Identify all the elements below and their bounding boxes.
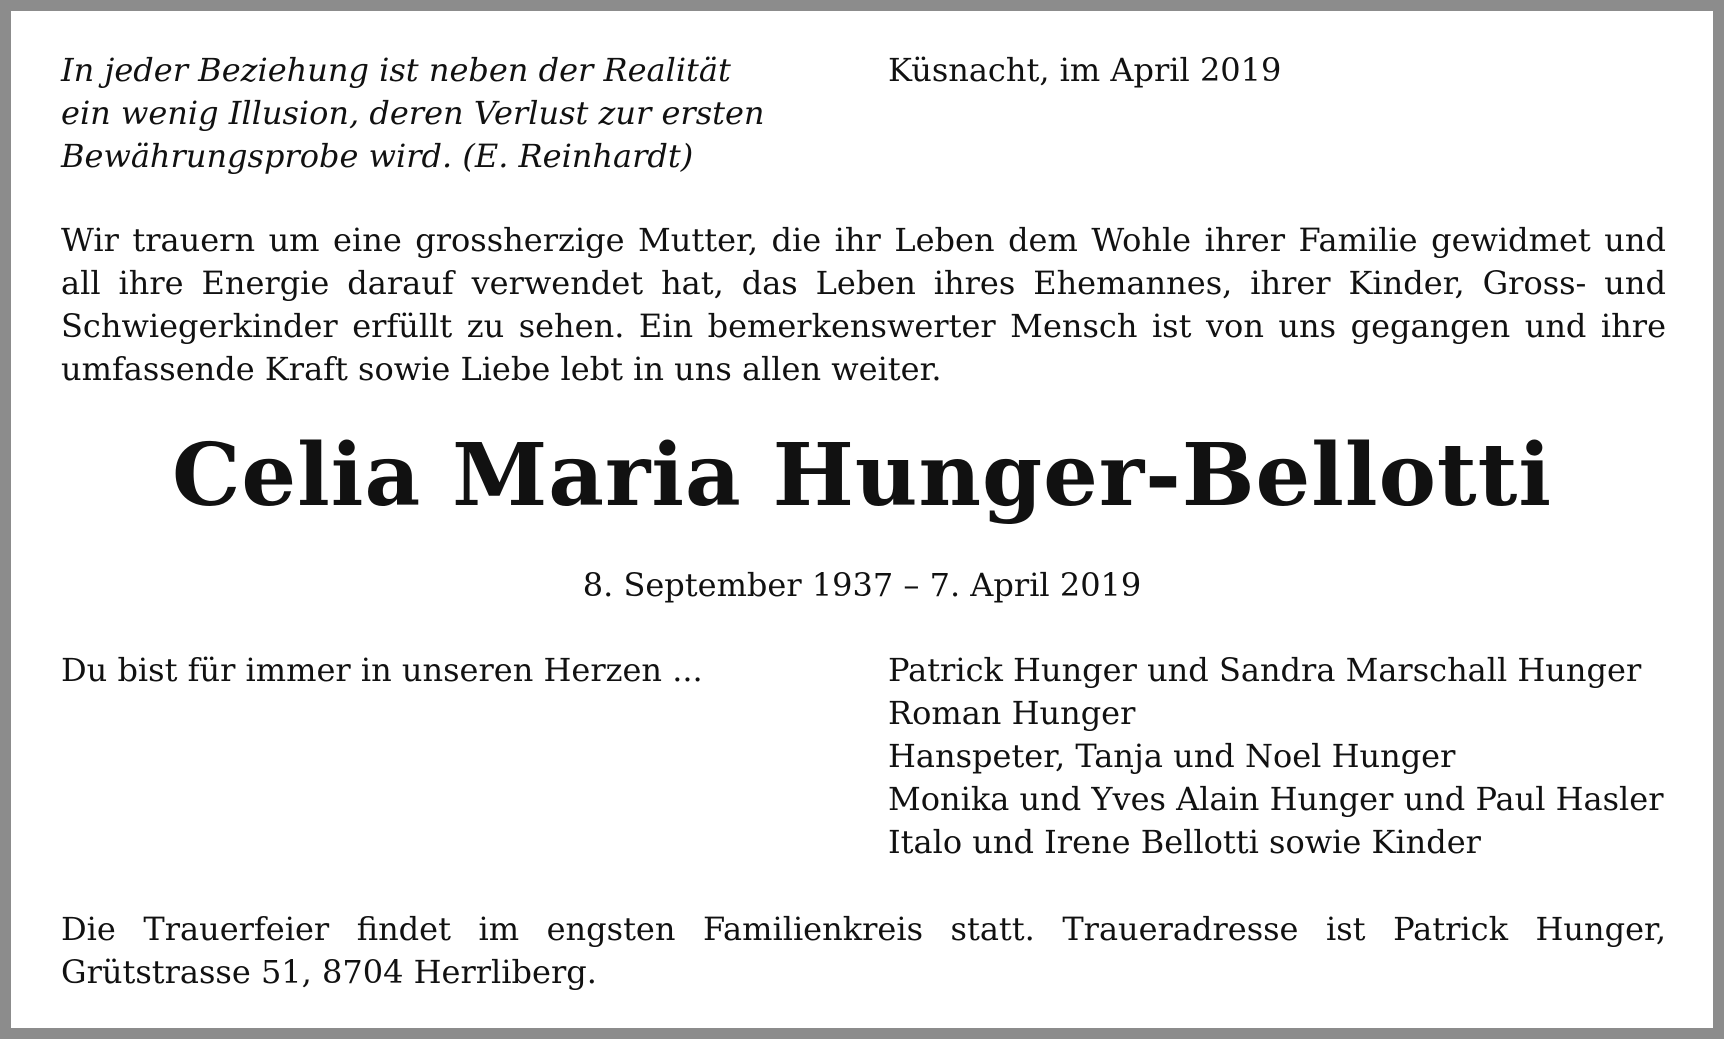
mourner-entry: Patrick Hunger und Sandra Marschall Hunger — [888, 651, 1642, 689]
mourner-entry: Italo und Irene Bellotti sowie Kinder — [888, 823, 1481, 861]
life-dates: 8. September 1937 – 7. April 2019 — [582, 566, 1142, 604]
mourner-entry: Monika und Yves Alain Hunger und Paul Hasler — [888, 780, 1664, 818]
mourning-paragraph: Wir trauern um eine grossherzige Mutter, die ihr Leben dem Wohle ihrer Familie gewidmet und all ihre Energie darauf verwendet hat, das Leben ihres Ehemannes, ihrer Kinder, Gross- und Schwiegerkinder erfüllt zu sehen. Ein bemerkenswerter Mensch ist von uns gegangen und ihre umfassende Kraft sowie Liebe lebt in uns allen weiter. — [61, 221, 1666, 388]
place-date: Küsnacht, im April 2019 — [888, 51, 1282, 89]
mourners-list — [888, 649, 1664, 864]
quote-line: Bewährungsprobe wird. (E. Reinhardt) — [61, 137, 694, 175]
service-notice: Die Trauerfeier findet im engsten Familienkreis statt. Traueradresse ist Patrick Hunger, Grütstrasse 51, 8704 Herrliberg. — [61, 910, 1666, 991]
mourner-entry: Hanspeter, Tanja und Noel Hunger — [888, 737, 1456, 775]
farewell-text: Du bist für immer in unseren Herzen ... — [61, 651, 703, 689]
deceased-name: Celia Maria Hunger-Bellotti — [171, 425, 1553, 526]
quote-line: In jeder Beziehung ist neben der Realität — [61, 51, 731, 89]
quote-block — [61, 49, 821, 178]
obituary-page — [11, 11, 1713, 1028]
quote-line: ein wenig Illusion, deren Verlust zur ersten — [61, 94, 765, 132]
mourner-entry: Roman Hunger — [888, 694, 1136, 732]
